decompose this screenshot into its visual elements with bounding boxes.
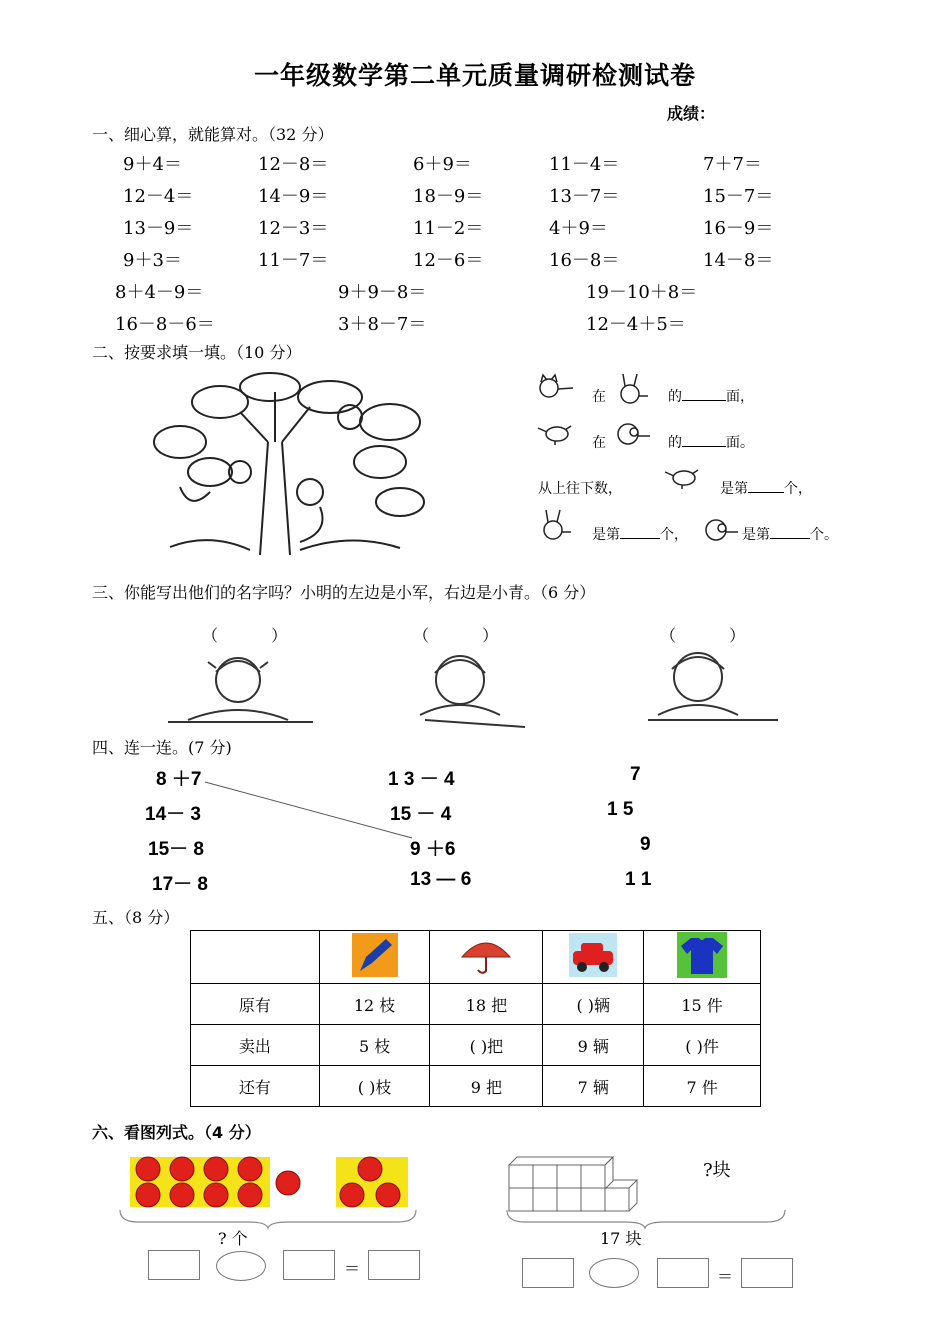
left-total-label: ? 个	[218, 1229, 248, 1248]
q1-blank[interactable]	[682, 400, 726, 401]
name-blank-3[interactable]: （ ）	[660, 626, 746, 645]
equals-sign-2: ＝	[717, 1267, 734, 1286]
q4-text-d: 个。	[810, 527, 838, 543]
q3-text-b: 是第	[720, 481, 748, 497]
match-item-col2[interactable]: 9 ＋6	[410, 839, 456, 860]
q1-text-c: 面，	[726, 389, 754, 405]
answer-box-3[interactable]	[368, 1250, 420, 1280]
calc-item: 12－4＝	[123, 186, 194, 207]
cell: 15 件	[644, 984, 761, 1025]
match-item-col2[interactable]: 13 — 6	[410, 869, 472, 890]
calc-item: 12－8＝	[258, 154, 329, 175]
example-match-line	[200, 780, 420, 840]
boy-drawing-illustration	[618, 645, 778, 725]
q1-text-a: 在	[592, 389, 606, 405]
cell-blank[interactable]: ( )枝	[319, 1066, 430, 1107]
q2-text-c: 面。	[726, 435, 754, 451]
match-item-col3[interactable]: 7	[630, 764, 641, 785]
calc-item: 16－8－6＝	[115, 314, 215, 335]
calc-item: 18－9＝	[413, 186, 484, 207]
operator-oval-1[interactable]	[216, 1251, 266, 1281]
cell: 9 辆	[543, 1025, 644, 1066]
calc-item: 7＋7＝	[703, 154, 762, 175]
calc-item: 4＋9＝	[549, 218, 608, 239]
calc-item: 8＋4－9＝	[115, 282, 204, 303]
right-unknown-label: ?块	[703, 1160, 731, 1181]
monkey-icon	[700, 516, 740, 544]
q3-text-a: 从上往下数，	[538, 481, 622, 497]
operator-oval-2[interactable]	[589, 1258, 639, 1288]
boy-writing-illustration	[385, 645, 535, 730]
calc-item: 12－4＋5＝	[586, 314, 686, 335]
row-label-remaining: 还有	[191, 1066, 320, 1107]
section-6-heading: 六、看图列式。（4 分）	[92, 1123, 261, 1142]
calc-item: 9＋3＝	[123, 250, 182, 271]
q2-text-a: 在	[592, 435, 606, 451]
right-brace	[505, 1208, 787, 1230]
apples-illustration	[130, 1155, 410, 1213]
section-5-heading: 五、（8 分）	[92, 908, 180, 927]
section-1-heading: 一、细心算，就能算对。（32 分）	[92, 125, 334, 144]
q4-blank-1[interactable]	[620, 538, 660, 539]
score-label: 成绩：	[667, 104, 716, 123]
equals-sign-1: ＝	[344, 1259, 361, 1278]
calc-item: 12－3＝	[258, 218, 329, 239]
blocks-illustration	[505, 1155, 640, 1213]
q3-text-c: 个，	[784, 481, 812, 497]
match-item-col3[interactable]: 1 5	[607, 799, 634, 820]
bird-icon	[662, 464, 702, 490]
left-brace	[118, 1208, 418, 1230]
q1-text-b: 的	[668, 389, 682, 405]
match-item-col3[interactable]: 1 1	[625, 869, 652, 890]
rabbit-icon	[612, 372, 652, 404]
calc-item: 11－2＝	[413, 218, 484, 239]
match-item-col1[interactable]: 15－ 8	[148, 839, 204, 860]
q4-blank-2[interactable]	[770, 538, 810, 539]
calc-item: 16－8＝	[549, 250, 620, 271]
cell: 9 把	[430, 1066, 543, 1107]
calc-item: 12－6＝	[413, 250, 484, 271]
q3-blank[interactable]	[748, 492, 784, 493]
calc-item: 9＋4＝	[123, 154, 182, 175]
monkey-icon	[612, 420, 652, 448]
match-item-col1[interactable]: 14－ 3	[145, 804, 201, 825]
q4-text-c: 是第	[742, 527, 770, 543]
section-2-heading: 二、按要求填一填。（10 分）	[92, 343, 302, 362]
row-label-original: 原有	[191, 984, 320, 1025]
calc-item: 14－9＝	[258, 186, 329, 207]
calc-item: 13－9＝	[123, 218, 194, 239]
calc-item: 15－7＝	[703, 186, 774, 207]
answer-box-2[interactable]	[283, 1250, 335, 1280]
name-blank-1[interactable]: （ ）	[202, 626, 288, 645]
girl-illustration	[168, 650, 313, 725]
match-item-col2[interactable]: 1 3 － 4	[388, 769, 455, 790]
calc-item: 11－4＝	[549, 154, 620, 175]
cell-blank[interactable]: ( )辆	[543, 984, 644, 1025]
answer-box-1[interactable]	[148, 1250, 200, 1280]
cell: 7 件	[644, 1066, 761, 1107]
calc-item: 6＋9＝	[413, 154, 472, 175]
cell: 5 枝	[319, 1025, 430, 1066]
bird-icon	[535, 420, 575, 446]
rabbit-icon	[535, 508, 575, 540]
cell-blank[interactable]: ( )把	[430, 1025, 543, 1066]
calc-item: 14－8＝	[703, 250, 774, 271]
answer-box-4[interactable]	[522, 1258, 574, 1288]
q2-blank[interactable]	[682, 446, 726, 447]
answer-box-6[interactable]	[741, 1258, 793, 1288]
row-label-sold: 卖出	[191, 1025, 320, 1066]
section-4-heading: 四、连一连。(7 分)	[92, 738, 232, 757]
right-total-label: 17 块	[600, 1229, 642, 1248]
cell: 7 辆	[543, 1066, 644, 1107]
umbrella-icon	[458, 935, 514, 975]
cat-icon	[535, 372, 575, 402]
calc-item: 16－9＝	[703, 218, 774, 239]
cell-blank[interactable]: ( )件	[644, 1025, 761, 1066]
calc-item: 19－10＋8＝	[586, 282, 698, 303]
cell: 18 把	[430, 984, 543, 1025]
car-icon	[569, 933, 617, 977]
q4-text-a: 是第	[592, 527, 620, 543]
tree-animals-illustration	[150, 372, 440, 557]
calc-item: 11－7＝	[258, 250, 329, 271]
shirt-icon	[677, 932, 727, 978]
q2-text-b: 的	[668, 435, 682, 451]
section-3-heading: 三、你能写出他们的名字吗？小明的左边是小军，右边是小青。（6 分）	[92, 583, 596, 602]
calc-item: 13－7＝	[549, 186, 620, 207]
match-item-col2[interactable]: 15 － 4	[390, 804, 452, 825]
calc-item: 9＋9－8＝	[338, 282, 427, 303]
q4-text-b: 个，	[660, 527, 688, 543]
pencil-icon	[352, 933, 398, 977]
match-item-col1[interactable]: 17－ 8	[152, 874, 208, 895]
match-item-col1[interactable]: 8 ＋7	[156, 769, 202, 790]
sales-table	[190, 930, 761, 1107]
page-title: 一年级数学第二单元质量调研检测试卷	[253, 61, 696, 90]
name-blank-2[interactable]: （ ）	[413, 626, 499, 645]
answer-box-5[interactable]	[657, 1258, 709, 1288]
cell: 12 枝	[319, 984, 430, 1025]
match-item-col3[interactable]: 9	[640, 834, 651, 855]
calc-item: 3＋8－7＝	[338, 314, 427, 335]
